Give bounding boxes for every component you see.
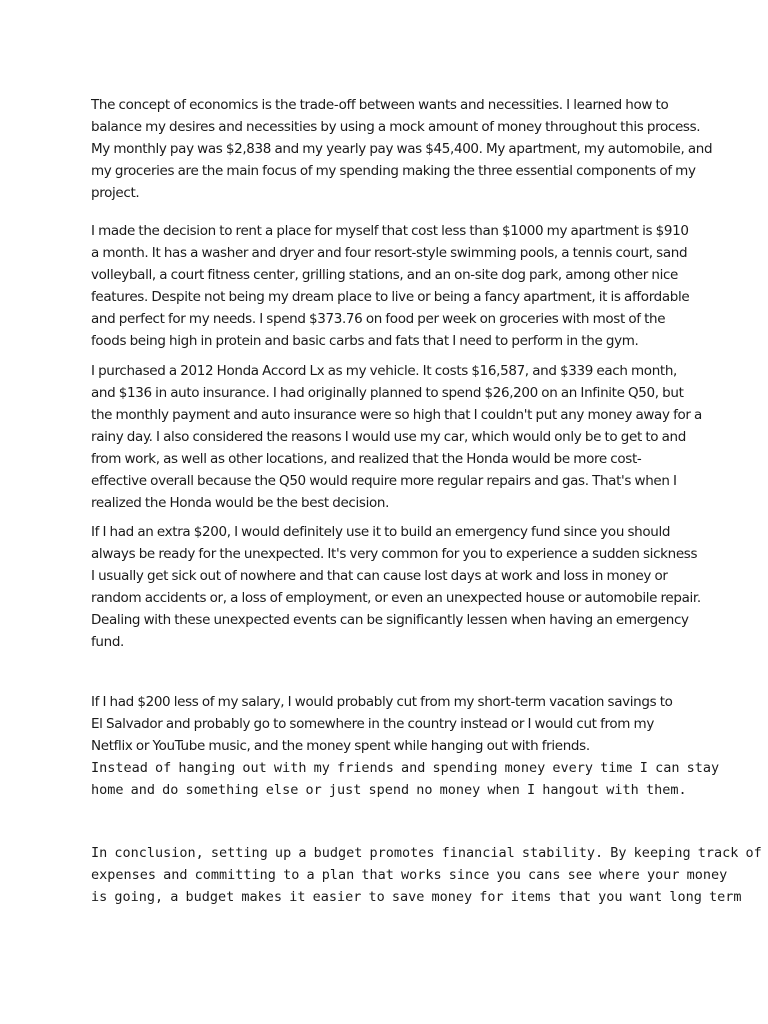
text-line: home and do something else or just spend no money when I hangout with them. — [91, 782, 687, 798]
text-line: Dealing with these unexpected events can be significantly lessen when having an emergency — [91, 612, 689, 628]
text-line: My monthly pay was $2,838 and my yearly pay was $45,400. My apartment, my automobile, and — [91, 141, 713, 157]
text-line: and $136 in auto insurance. I had originally planned to spend $26,200 on an Infinite Q50, but — [91, 385, 684, 401]
text-line: I purchased a 2012 Honda Accord Lx as my vehicle. It costs $16,587, and $339 each month, — [91, 363, 677, 379]
text-line: El Salvador and probably go to somewhere in the country instead or I would cut from my — [91, 716, 654, 732]
text-line: always be ready for the unexpected. It's very common for you to experience a sudden sickness — [91, 546, 698, 562]
text-line: volleyball, a court fitness center, grilling stations, and an on-site dog park, among other nice — [91, 267, 678, 283]
text-line: foods being high in protein and basic carbs and fats that I need to perform in the gym. — [91, 333, 639, 349]
text-line: I made the decision to rent a place for myself that cost less than $1000 my apartment is $910 — [91, 223, 689, 239]
paragraph-vehicle — [91, 360, 702, 514]
text-line: Instead of hanging out with my friends and spending money every time I can stay — [91, 760, 720, 776]
text-line: If I had $200 less of my salary, I would probably cut from my short-term vacation savings to — [91, 694, 673, 710]
paragraph-apartment — [91, 220, 691, 352]
text-line: balance my desires and necessities by using a mock amount of money throughout this process. — [91, 119, 701, 135]
text-line: is going, a budget makes it easier to save money for items that you want long term — [91, 889, 742, 905]
text-line: The concept of economics is the trade-off between wants and necessities. I learned how to — [91, 97, 669, 113]
text-line: If I had an extra $200, I would definitely use it to build an emergency fund since you should — [91, 524, 671, 540]
paragraph-intro — [91, 94, 713, 204]
text-line: Netflix or YouTube music, and the money spent while hanging out with friends. — [91, 738, 590, 754]
text-line: rainy day. I also considered the reasons I would use my car, which would only be to get to and — [91, 429, 686, 445]
text-line: the monthly payment and auto insurance were so high that I couldn't put any money away for a — [91, 407, 702, 423]
text-line: random accidents or, a loss of employment, or even an unexpected house or automobile repair. — [91, 590, 701, 606]
text-line: expenses and committing to a plan that works since you cans see where your money — [91, 867, 728, 883]
text-line: features. Despite not being my dream place to live or being a fancy apartment, it is affordable — [91, 289, 690, 305]
text-line: project. — [91, 185, 140, 201]
text-line: In conclusion, setting up a budget promotes financial stability. By keeping track of — [91, 845, 762, 861]
text-line: and perfect for my needs. I spend $373.76 on food per week on groceries with most of the — [91, 311, 666, 327]
text-line: from work, as well as other locations, and realized that the Honda would be more cost- — [91, 451, 642, 467]
text-line: fund. — [91, 634, 124, 650]
text-line: I usually get sick out of nowhere and that can cause lost days at work and loss in money or — [91, 568, 668, 584]
paragraph-conclusion — [91, 842, 762, 908]
text-line: my groceries are the main focus of my spending making the three essential components of my — [91, 163, 696, 179]
text-line: effective overall because the Q50 would require more regular repairs and gas. That's when I — [91, 473, 677, 489]
text-line: realized the Honda would be the best decision. — [91, 495, 390, 511]
text-line: a month. It has a washer and dryer and four resort-style swimming pools, a tennis court, sand — [91, 245, 688, 261]
paragraph-extra-200 — [91, 521, 701, 653]
paragraph-less-200 — [91, 691, 720, 801]
